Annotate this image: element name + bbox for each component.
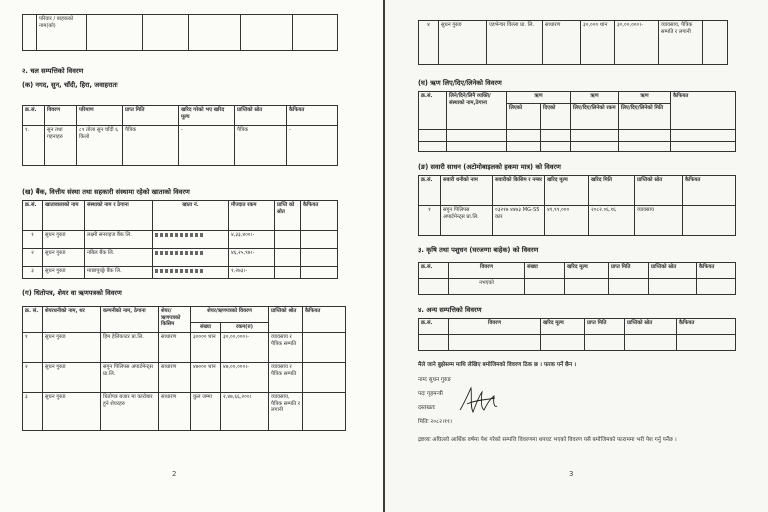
- table-row: नभएको: [419, 279, 736, 295]
- table-fragment-top-left: [22, 14, 338, 51]
- table-row: ४ सुधन गुरुङ एडभेन्चर विल्ला प्रा. लि. साधारण ३०,००० थान ३०,००,०००।- व्यावसाय, पैत्रिक सम्पति र लगानी: [419, 21, 728, 65]
- account-number-redacted: [153, 231, 229, 249]
- table-header: क्र.सं. विवरण खरिद मूल्य प्राप्त मिति प्राप्तिको स्रोत कैफियत: [419, 319, 736, 335]
- table-header: क्र.सं. विवरण परिमाण प्राप्त मिति खरिद गरेको भए खरिद मूल्य प्राप्तिको स्रोत कैफियत: [23, 106, 338, 126]
- signature-mark: [457, 384, 503, 418]
- page-right: [385, 0, 768, 512]
- table-fragment-top-right: [418, 20, 728, 65]
- table-row: [419, 130, 736, 142]
- declaration-text: मैले जाने बुझेसम्म माथि लेखिए बमोजिमको विवरण ठिक छ । फरक पर्ने छैन ।: [418, 362, 577, 368]
- note-text: द्रष्टव्यः अघिल्लो आर्थिक वर्षमा पेश गरेको सम्पत्ति विवरणमा थपघट भएको विवरण यसै बमोजिमको फाराममा भरी पेश गर्नु पर्नेछ ।: [418, 437, 677, 443]
- section-title-loans: (घ) ऋण लिए/दिए/लिनेको विवरण: [418, 79, 502, 87]
- table-header: क्र. सं. शेयरधनीको नाम, थर कम्पनीको नाम, ठेगाना शेयर/ ऋणपत्रको किसिम शेयर/ऋणपत्रको विवरण प्राप्तिको श्रोत कैफियत: [23, 307, 346, 323]
- table-header: लिएको दिएको लिए/दिए/लिनेको रकम लिए/दिए/लिनेको मिति: [419, 104, 736, 130]
- declarant-name: नामः सुधन गुरुङ: [418, 377, 451, 383]
- table-row: ३ सुधन गुरुङ माछापुच्छ्रे बैंक लि. १,२७३।-: [23, 267, 338, 279]
- page-left: [0, 0, 383, 512]
- section-title-agriculture: ३. कृषि तथा पशुधन (घरजग्गा बाहेक) को विवरण: [418, 246, 539, 254]
- table-agriculture: [418, 262, 736, 295]
- table-vehicles: [418, 175, 736, 236]
- declaration-date: मितिः २०८२।११।: [418, 419, 453, 425]
- section-title-bank-accounts: (ख) बैंक, वित्तीय संस्था तथा सहकारी संस्थामा रहेको खाताको विवरण: [22, 188, 190, 196]
- section-title-cash-gold: (क) नगद, सुन, चाँदी, हिरा, जवाहरातः: [22, 81, 118, 89]
- table-bank-accounts: [22, 200, 338, 279]
- signature-label: दस्तखतः: [418, 405, 436, 411]
- redaction-mark: [155, 251, 203, 255]
- section-title-movable-assets: २. चल सम्पत्तिको विवरण: [22, 67, 84, 75]
- table-row: २ सुधन गुरुङ सगुन पिलिपस अपार्टमेन्ट्स प्रा.लि. साधारण ४७००० थान ४७,००,०००।- व्यावसाय र पैत्रिक सम्पति: [23, 363, 346, 393]
- table-header: क्र.सं. सवारी धनीको नाम सवारीको किसिम र नम्बर खरिद मूल्य खरिद मिति प्राप्तिको स्रोत कैफियत: [419, 176, 736, 206]
- table-row: १. सुन तथा गहनाहरु ८९ तोला सुन चाँदी ६ किलो पैत्रिक - पैत्रिक -: [23, 126, 338, 166]
- table-other-assets: [418, 318, 736, 351]
- section-title-shares: (ग) धितोपत्र, शेयर वा ऋणपत्रको विवरण: [22, 289, 122, 297]
- table-row: [419, 142, 736, 152]
- page-number: 3: [569, 470, 574, 478]
- table-row: १ सगुन पिलिपस अपार्टमेन्ट्स प्रा.लि. ०३२१७ ४४७३ MG-S5 कार ४१,९९,००० २०८२.०६.१६ व्यावसाय: [419, 206, 736, 236]
- account-number-redacted: [153, 267, 229, 279]
- table-row: ३ सुधन गुरुङ धितोपत्र बजार मा कारोबार हुने शेयरहरु साधारण कुल जम्मा २,४७,६६,२००। व्यावसाय, पैत्रिक सम्पति र लगानी: [23, 393, 346, 431]
- table-header: क्र.सं. खातावालाको नाम संस्थाको नाम र ठेगाना खाता नं. मौज्दात रकम प्राप्ति को स्रोत कैफियत: [23, 201, 338, 231]
- declarant-post: पदः गृहमन्त्री: [418, 391, 443, 397]
- table-row: [23, 15, 338, 51]
- table-row: १ सुधन गुरुङ लक्ष्मी सनराइज बैंक लि. ४,३३,४००।-: [23, 231, 338, 249]
- section-title-vehicles: (ङ) सवारी साधन (अटोमोबाइलको हकमा मात्र) को विवरण: [418, 163, 561, 171]
- table-header: क्र.सं. विवरण संख्या खरिद मूल्य प्राप्त मिति प्राप्तिको स्रोत कैफियत: [419, 263, 736, 279]
- table-cash-gold: [22, 105, 338, 166]
- page-number: 2: [172, 470, 177, 478]
- table-row: [419, 335, 736, 351]
- account-number-redacted: [153, 249, 229, 267]
- table-header: क्र.सं. लिने/दिने/लिनै व्यक्ति/संस्थाको नाम,ठेगाना ऋण ऋण ऋण कैफियत: [419, 92, 736, 104]
- table-loans: [418, 91, 736, 152]
- table-header: संख्या रकम(रु): [23, 323, 346, 333]
- redaction-mark: [155, 233, 203, 237]
- redaction-mark: [155, 269, 203, 273]
- table-cell: परिवार / बाहकको नाम(को): [37, 15, 87, 51]
- section-title-other-assets: ४. अन्य सम्पत्तिको विवरण: [418, 306, 482, 314]
- table-row: १ सुधन गुरुङ हिम हेलिकप्टर प्रा.लि. साधारण ३०००० थान ३०,००,०००।- व्यावसाय र पैत्रिक सम्पति: [23, 333, 346, 363]
- table-row: २ सुधन गुरुङ नबिल बैंक लि. ४६,२५,९७।-: [23, 249, 338, 267]
- table-shares: [22, 306, 346, 431]
